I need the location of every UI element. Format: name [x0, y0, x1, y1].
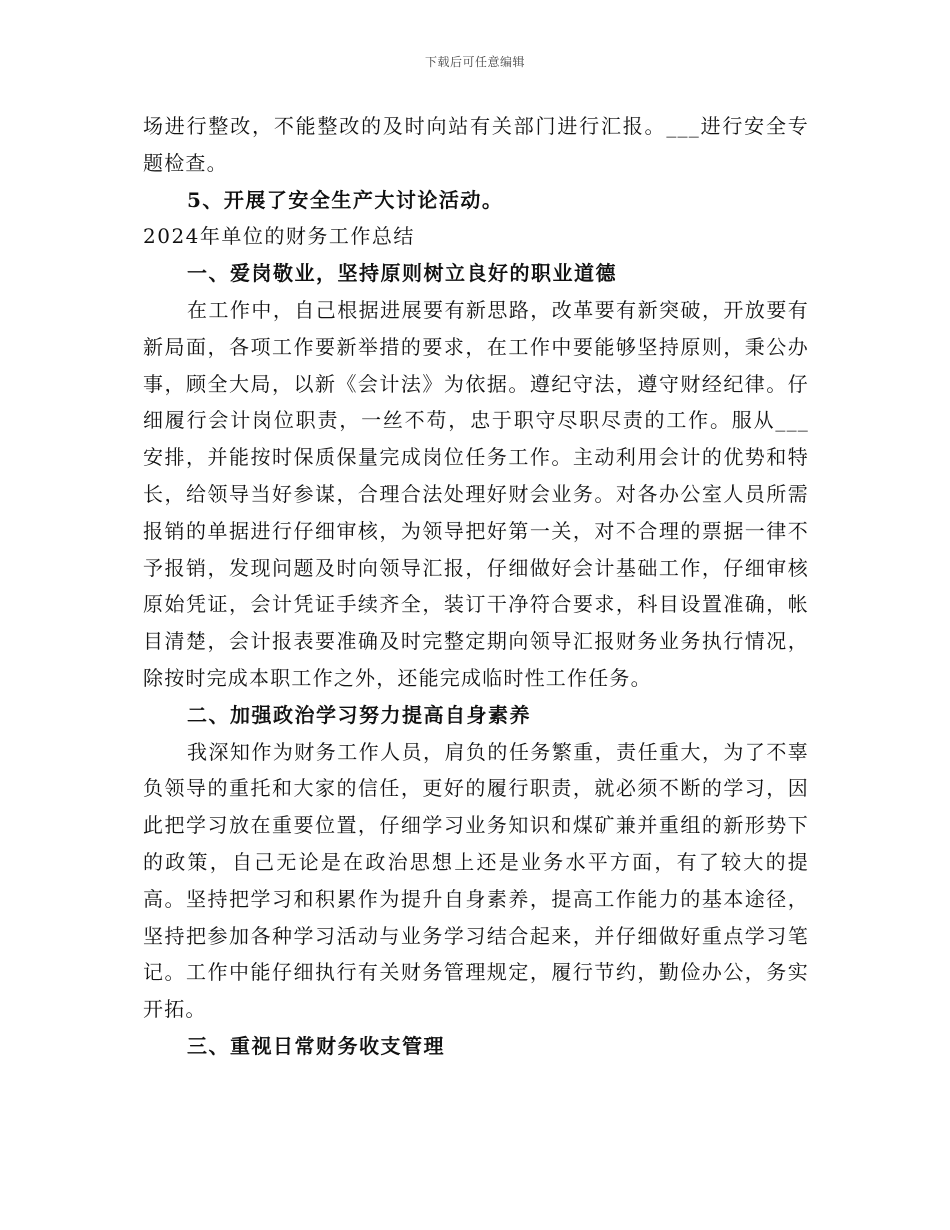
section-heading-1: 一、爱岗敬业，坚持原则树立良好的职业道德 — [187, 261, 617, 286]
section-heading-3: 三、重视日常财务收支管理 — [187, 1033, 445, 1058]
paragraph-2: 我深知作为财务工作人员，肩负的任务繁重，责任重大，为了不辜负领导的重托和大家的信任，更好的履行职责，就必须不断的学习，因此把学习放在重要位置，仔细学习业务知识和煤矿兼并重组的新形势下的政策，自己无论是在政治思想上还是业务水平方面，有了较大的提高。坚持把学习和积累作为提升自身素养，提高工作能力的基本途径，坚持把参加各种学习活动与业务学习结合起来，并仔细做好重点学习笔记。工作中能仔细执行有关财务管理规定，履行节约，勤俭办公，务实开拓。 — [143, 739, 809, 1022]
paragraph-1: 在工作中，自己根据进展要有新思路，改革要有新突破，开放要有新局面，各项工作要新举措的要求，在工作中要能够坚持原则，秉公办事，顾全大局，以新《会计法》为依据。遵纪守法，遵守财经纪律。仔细履行会计岗位职责，一丝不苟，忠于职守尽职尽责的工作。服从___安排，并能按时保质保量完成岗位任务工作。主动利用会计的优势和特长，给领导当好参谋，合理合法处理好财会业务。对各办公室人员所需报销的单据进行仔细审核，为领导把好第一关，对不合理的票据一律不予报销，发现问题及时向领导汇报，仔细做好会计基础工作，仔细审核原始凭证，会计凭证手续齐全，装订干净符合要求，科目设置准确，帐目清楚，会计报表要准确及时完整定期向领导汇报财务业务执行情况，除按时完成本职工作之外，还能完成临时性工作任务。 — [143, 297, 809, 690]
document-title: 2024年单位的财务工作总结 — [143, 224, 415, 249]
paragraph-continuation: 场进行整改，不能整改的及时向站有关部门进行汇报。___进行安全专题检查。 — [143, 114, 809, 175]
page-header: 下载后可任意编辑 — [424, 55, 525, 69]
section-heading-2: 二、加强政治学习努力提高自身素养 — [187, 702, 531, 727]
list-item-heading: 5、开展了安全生产大讨论活动。 — [187, 187, 504, 212]
document-body — [143, 108, 809, 1065]
